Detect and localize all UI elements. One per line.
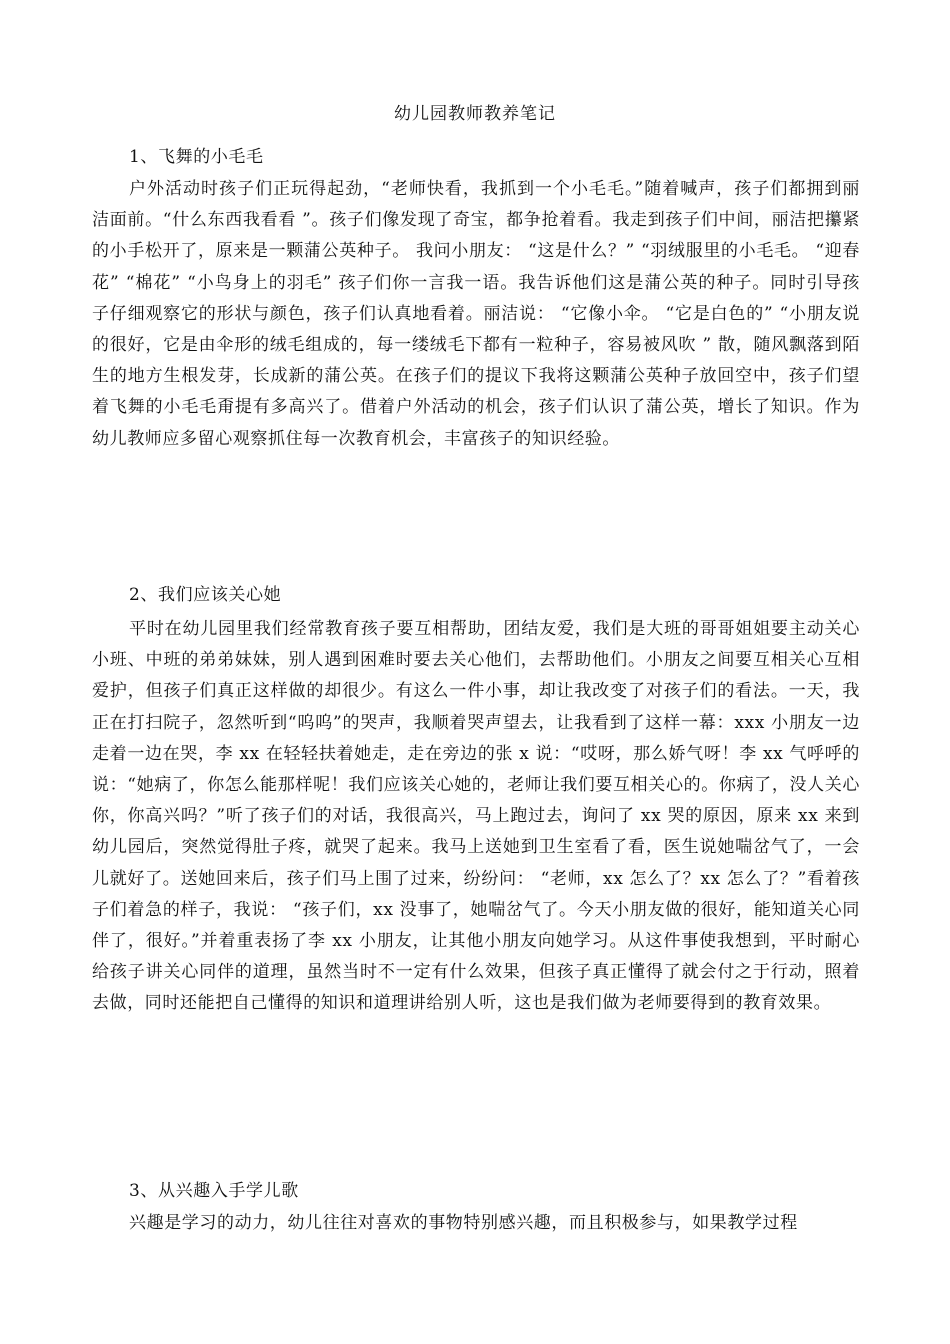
section-2-heading: 2、我们应该关心她	[129, 585, 282, 605]
section-2-body: 平时在幼儿园里我们经常教育孩子要互相帮助，团结友爱，我们是大班的哥哥姐姐要主动关心小班、中班的弟弟妹妹，别人遇到困难时要去关心他们，去帮助他们。小朋友之间要互相关心互相爱护，但孩子们真正这样做的却很少。有这么一件小事，却让我改变了对孩子们的看法。一天，我正在打扫院子，忽然听到“呜呜”的哭声，我顺着哭声望去，让我看到了这样一幕：xxx 小朋友一边走着一边在哭，李 xx 在轻轻扶着她走，走在旁边的张 x 说：“哎呀，那么娇气呀！李 xx 气呼呼的说：“她病了，你怎么能那样呢！我们应该关心她的，老师让我们要互相关心的。你病了，没人关心你，你高兴吗？”听了孩子们的对话，我很高兴，马上跑过去，询问了 xx 哭的原因，原来 xx 来到幼儿园后，突然觉得肚子疼，就哭了起来。我马上送她到卫生室看了看，医生说她喘岔气了，一会儿就好了。送她回来后，孩子们马上围了过来，纷纷问： “老师，xx 怎么了？xx 怎么了？”看着孩子们着急的样子，我说： “孩子们，xx 没事了，她喘岔气了。今天小朋友做的很好，能知道关心同伴了，很好。”并着重表扬了李 xx 小朋友，让其他小朋友向她学习。从这件事使我想到，平时耐心给孩子讲关心同伴的道理，虽然当时不一定有什么效果，但孩子真正懂得了就会付之于行动，照着去做，同时还能把自己懂得的知识和道理讲给别人听，这也是我们做为老师要得到的教育效果。	[92, 619, 860, 1014]
document-title: 幼儿园教师教养笔记	[394, 104, 556, 124]
section-3-heading: 3、从兴趣入手学儿歌	[129, 1181, 299, 1201]
section-1-heading: 1、飞舞的小毛毛	[129, 147, 264, 167]
section-1-body: 户外活动时孩子们正玩得起劲，“老师快看，我抓到一个小毛毛。”随着喊声，孩子们都拥到丽洁面前。“什么东西我看看 ”。孩子们像发现了奇宝，都争抢着看。我走到孩子们中间，丽洁把攥紧的小手松开了，原来是一颗蒲公英种子。 我问小朋友： “这是什么？” “羽绒服里的小毛毛。 “迎春花” “棉花” “小鸟身上的羽毛” 孩子们你一言我一语。我告诉他们这是蒲公英的种子。同时引导孩子仔细观察它的形状与颜色，孩子们认真地看着。丽洁说： “它像小伞。 “它是白色的” “小朋友说的很好，它是由伞形的绒毛组成的，每一缕绒毛下都有一粒种子，容易被风吹 ” 散，随风飘落到陌生的地方生根发芽，长成新的蒲公英。在孩子们的提议下我将这颗蒲公英种子放回空中，孩子们望着飞舞的小毛毛甭提有多高兴了。借着户外活动的机会，孩子们认识了蒲公英，增长了知识。作为幼儿教师应多留心观察抓住每一次教育机会，丰富孩子的知识经验。	[92, 179, 860, 449]
section-3-body: 兴趣是学习的动力，幼儿往往对喜欢的事物特别感兴趣，而且积极参与，如果教学过程	[129, 1213, 798, 1233]
